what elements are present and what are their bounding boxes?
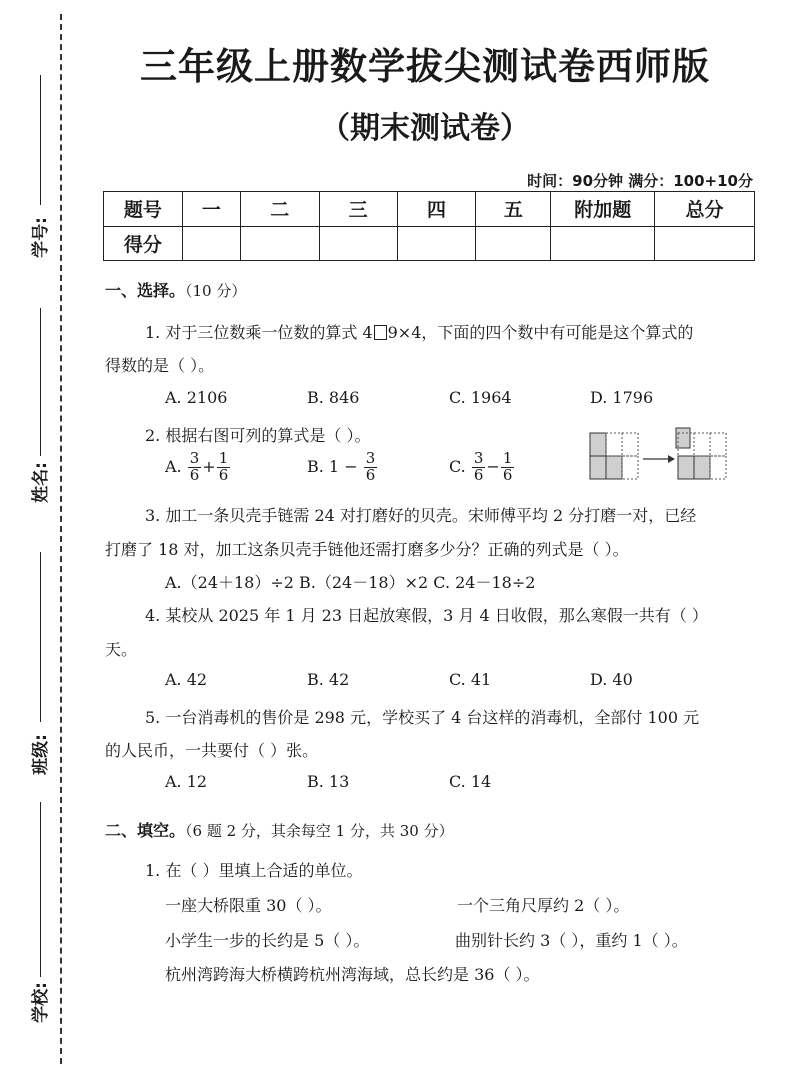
option-c: C. 41 bbox=[449, 670, 492, 689]
q4-text-line2: 天。 bbox=[105, 640, 138, 659]
plus-sign: + bbox=[202, 456, 216, 476]
option-c bbox=[449, 451, 515, 484]
option-a: A. 2106 bbox=[165, 388, 228, 407]
section1-points: （10 分） bbox=[185, 282, 247, 300]
section1-heading bbox=[105, 278, 246, 301]
diagram-cell bbox=[710, 456, 726, 479]
s2-q1-line-b1: 小学生一步的长约是 5（ ）。 bbox=[165, 931, 370, 950]
option-b: B. 13 bbox=[307, 772, 350, 791]
page-subtitle: （期末测试卷） bbox=[320, 111, 530, 146]
option-d: D. 40 bbox=[590, 670, 633, 689]
page-title: 三年级上册数学拔尖测试卷西师版 bbox=[140, 45, 710, 88]
score-cell[interactable] bbox=[182, 226, 240, 261]
blank-box bbox=[374, 325, 387, 340]
fraction: $\frac{3}{6}$ bbox=[189, 449, 200, 484]
diagram-shaded-cell bbox=[606, 456, 622, 479]
diagram-cell bbox=[622, 433, 638, 456]
q3-text-line1: 3. 加工一条贝壳手链需 24 对打磨好的贝壳。宋师傅平均 2 分打磨一对，已经 bbox=[145, 506, 697, 525]
section1-title: 一、选择。 bbox=[105, 281, 186, 300]
diagram-shaded-cell bbox=[694, 456, 710, 479]
q5-text-line1: 5. 一台消毒机的售价是 298 元，学校买了 4 台这样的消毒机，全部付 100 元 bbox=[145, 708, 700, 727]
score-cell[interactable] bbox=[319, 226, 397, 261]
student-id-line bbox=[40, 75, 41, 205]
diagram-cell bbox=[622, 456, 638, 479]
score-header-cell: 三 bbox=[319, 192, 397, 227]
score-cell[interactable] bbox=[655, 226, 755, 261]
fraction: $\frac{1}{6}$ bbox=[502, 449, 513, 484]
option-b: B. 42 bbox=[307, 670, 350, 689]
diagram-shaded-cell bbox=[590, 456, 606, 479]
s2-q1-line-b2: 曲别针长约 3（ ），重约 1（ ）。 bbox=[455, 931, 688, 950]
score-table bbox=[103, 191, 755, 261]
score-cell[interactable] bbox=[551, 226, 655, 261]
fraction-diagram bbox=[588, 427, 730, 487]
time-info: 时间：90分钟 满分：100+10分 bbox=[527, 172, 753, 190]
score-header-cell: 五 bbox=[476, 192, 551, 227]
score-cell[interactable] bbox=[476, 226, 551, 261]
option-c-prefix: C. bbox=[449, 456, 466, 476]
name-line bbox=[40, 308, 41, 456]
q2-text: 2. 根据右图可列的算式是（ ）。 bbox=[145, 426, 371, 445]
diagram-arrowhead bbox=[668, 455, 675, 463]
q1-text-after: 9×4，下面的四个数中有可能是这个算式的 bbox=[387, 323, 694, 342]
section2-heading bbox=[105, 818, 454, 841]
score-header-cell: 附加题 bbox=[551, 192, 655, 227]
q1-text-before: 1. 对于三位数乘一位数的算式 4 bbox=[145, 323, 373, 342]
s2-q1-line-c: 杭州湾跨海大桥横跨杭州湾海域，总长约是 36（ ）。 bbox=[165, 965, 540, 984]
score-header-cell: 二 bbox=[240, 192, 319, 227]
binding-dashed-line bbox=[60, 14, 62, 1064]
q3-text-line2: 打磨了 18 对，加工这条贝壳手链他还需打磨多少分？正确的列式是（ ）。 bbox=[105, 540, 629, 559]
minus-sign: − bbox=[486, 456, 500, 476]
option-b bbox=[307, 451, 378, 484]
option-c: C. 1964 bbox=[449, 388, 512, 407]
section2-title: 二、填空。 bbox=[105, 821, 186, 840]
s2-q1-line-a1: 一座大桥限重 30（ ）。 bbox=[165, 896, 332, 915]
diagram-cell bbox=[694, 433, 710, 456]
option-a: A. 42 bbox=[165, 670, 208, 689]
score-cell[interactable] bbox=[397, 226, 476, 261]
diagram-cell bbox=[710, 433, 726, 456]
school-label: 学校: bbox=[30, 982, 51, 1023]
class-line bbox=[40, 552, 41, 722]
diagram-shaded-cell bbox=[590, 433, 606, 456]
s2-q1-text: 1. 在（ ）里填上合适的单位。 bbox=[145, 861, 363, 880]
option-a-prefix: A. bbox=[165, 456, 182, 476]
option-c: C. 14 bbox=[449, 772, 492, 791]
option-b: B. 846 bbox=[307, 388, 360, 407]
q1-text-line2: 得数的是（ ）。 bbox=[105, 356, 215, 375]
option-b-prefix: B. 1 − bbox=[307, 456, 358, 476]
score-header-cell: 总分 bbox=[655, 192, 755, 227]
score-table-header-row bbox=[104, 192, 755, 227]
option-a: A. 12 bbox=[165, 772, 208, 791]
name-label: 姓名: bbox=[30, 462, 51, 503]
diagram-cell bbox=[606, 433, 622, 456]
diagram-shaded-cell bbox=[678, 456, 694, 479]
class-label: 班级: bbox=[30, 734, 51, 775]
score-header-cell: 四 bbox=[397, 192, 476, 227]
fraction: $\frac{1}{6}$ bbox=[218, 449, 229, 484]
student-id-label: 学号: bbox=[30, 217, 51, 258]
score-table-score-row bbox=[104, 226, 755, 261]
s2-q1-line-a2: 一个三角尺厚约 2（ ）。 bbox=[457, 896, 630, 915]
fraction: $\frac{3}{6}$ bbox=[365, 449, 376, 484]
score-header-cell: 题号 bbox=[104, 192, 183, 227]
q3-options: A.（24＋18）÷2 B.（24－18）×2 C. 24－18÷2 bbox=[165, 573, 536, 592]
school-line bbox=[40, 802, 41, 977]
score-row-label: 得分 bbox=[104, 226, 183, 261]
option-d: D. 1796 bbox=[590, 388, 654, 407]
section2-points: （6 题 2 分，其余每空 1 分，共 30 分） bbox=[185, 822, 454, 840]
q5-text-line2: 的人民币，一共要付（ ）张。 bbox=[105, 741, 319, 760]
q1-text bbox=[145, 320, 693, 343]
score-cell[interactable] bbox=[240, 226, 319, 261]
option-a bbox=[165, 451, 231, 484]
q4-text-line1: 4. 某校从 2025 年 1 月 23 日起放寒假，3 月 4 日收假，那么寒假一共有（ ） bbox=[145, 606, 708, 625]
fraction: $\frac{3}{6}$ bbox=[473, 449, 484, 484]
score-header-cell: 一 bbox=[182, 192, 240, 227]
